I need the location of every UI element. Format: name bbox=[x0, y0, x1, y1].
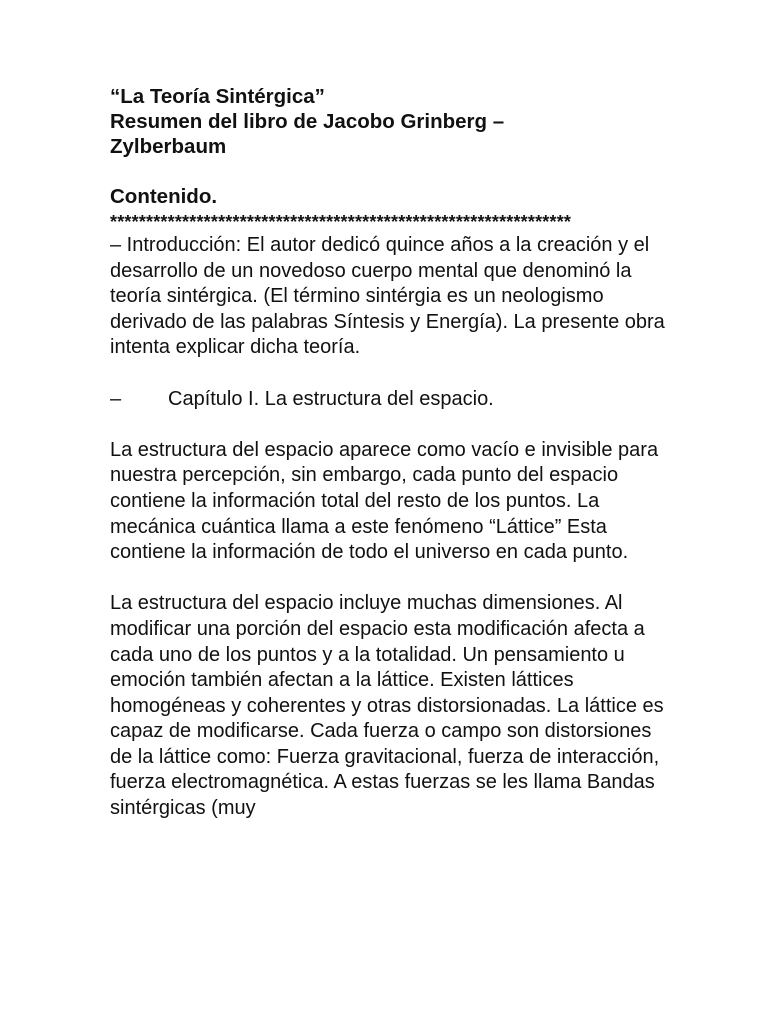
spacer bbox=[110, 566, 670, 592]
spacer bbox=[110, 159, 670, 184]
body-paragraph-1: La estructura del espacio aparece como vacío e invisible para nuestra percepción, sin embargo, cada punto del espacio contiene la información total del resto de los puntos. La mecánica cuántica llama a este fenómeno “Láttice” Esta contiene la información de todo el universo en cada punto. bbox=[110, 438, 659, 564]
spacer bbox=[110, 412, 670, 438]
asterisk-separator: **************************************************************** bbox=[110, 212, 572, 232]
chapter-dash: – bbox=[110, 387, 122, 410]
contents-heading: Contenido. bbox=[110, 185, 218, 208]
document-subtitle-line1: Resumen del libro de Jacobo Grinberg – bbox=[110, 110, 505, 133]
document-subtitle-line2: Zylberbaum bbox=[110, 135, 227, 158]
document-body bbox=[110, 84, 670, 822]
spacer bbox=[110, 361, 670, 387]
body-paragraph-2: La estructura del espacio incluye muchas dimensiones. Al modificar una porción del espacio esta modificación afecta a cada uno de los puntos y a la totalidad. Un pensamiento u emoción también afectan a la láttice. Existen láttices homogéneas y coherentes y otras distorsionadas. La láttice es capaz de modificarse. Cada fuerza o campo son distorsiones de la láttice como: Fuerza gravitacional, fuerza de interacción, fuerza electromagnética. A estas fuerzas se les llama Bandas sintérgicas (muy bbox=[110, 592, 664, 820]
chapter-heading bbox=[110, 387, 670, 413]
intro-paragraph: – Introducción: El autor dedicó quince años a la creación y el desarrollo de un novedoso cuerpo mental que denominó la teoría sintérgica. (El término sintérgia es un neologismo derivado de las palabras Síntesis y Energía). La presente obra intenta explicar dicha teoría. bbox=[110, 234, 665, 359]
document-title: “La Teoría Sintérgica” bbox=[110, 85, 325, 108]
chapter-title: Capítulo I. La estructura del espacio. bbox=[168, 387, 494, 410]
